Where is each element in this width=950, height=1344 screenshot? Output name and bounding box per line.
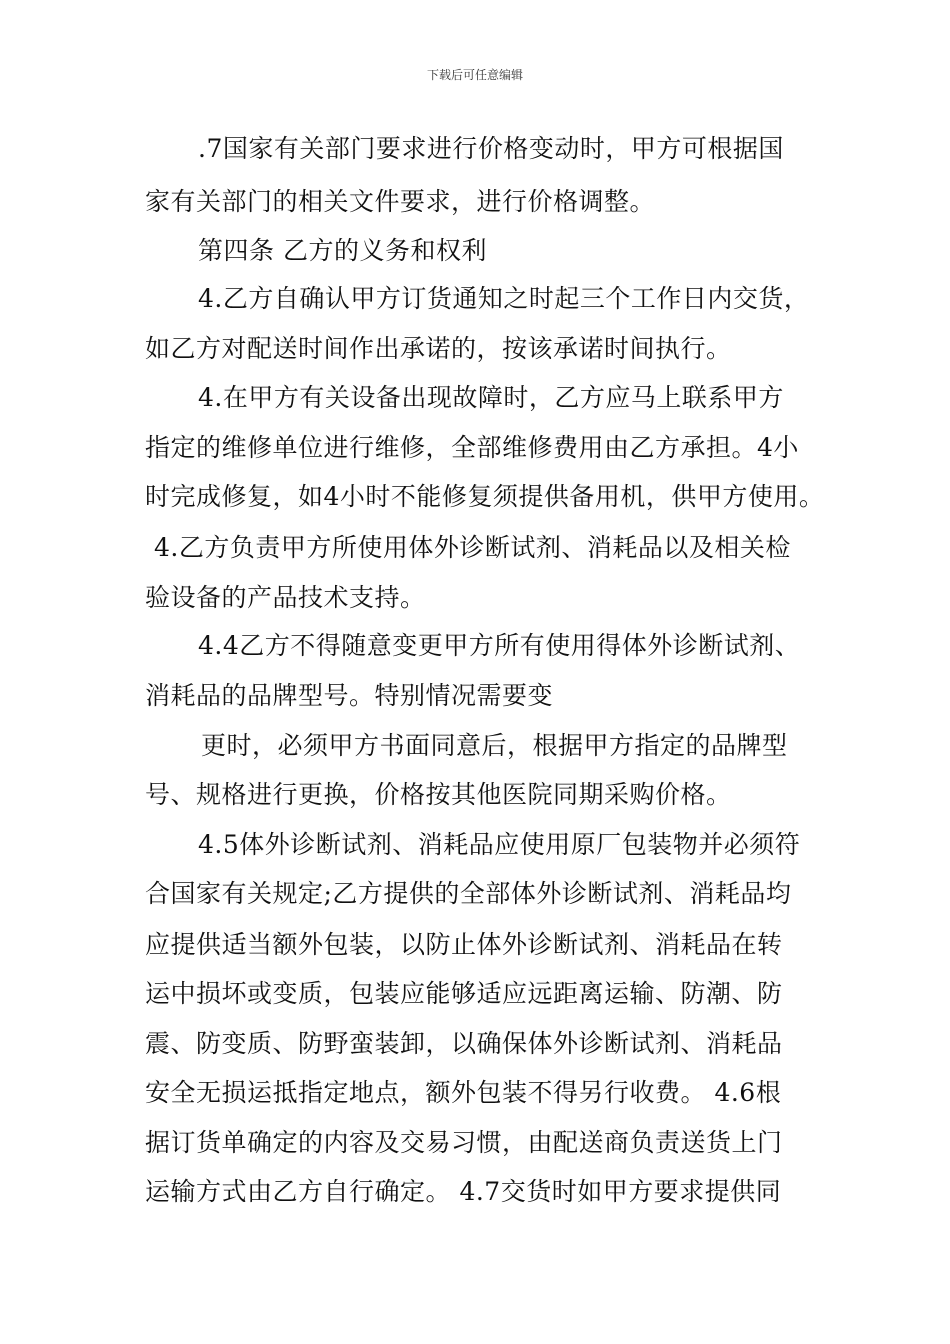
page-header: 下载后可任意编辑	[426, 68, 523, 82]
paragraph-line: 4.乙方自确认甲方订货通知之时起三个工作日内交货，	[198, 284, 810, 313]
section-heading: 第四条 乙方的义务和权利	[198, 236, 487, 265]
paragraph-line: 消耗品的品牌型号。特别情况需要变	[145, 681, 554, 710]
paragraph-line: 验设备的产品技术支持。	[145, 583, 426, 612]
paragraph-line: 4.5体外诊断试剂、消耗品应使用原厂包装物并必须符	[198, 830, 801, 859]
paragraph-line: 更时，必须甲方书面同意后，根据甲方指定的品牌型	[201, 731, 788, 760]
paragraph-line: .7国家有关部门要求进行价格变动时，甲方可根据国	[198, 134, 784, 163]
paragraph-line: 4.4乙方不得随意变更甲方所有使用得体外诊断试剂、	[198, 631, 801, 660]
paragraph-line: 据订货单确定的内容及交易习惯，由配送商负责送货上门	[145, 1128, 783, 1157]
paragraph-line: 号、规格进行更换，价格按其他医院同期采购价格。	[145, 780, 732, 809]
paragraph-line: 合国家有关规定;乙方提供的全部体外诊断试剂、消耗品均	[145, 879, 792, 908]
paragraph-line: 4.在甲方有关设备出现故障时，乙方应马上联系甲方	[198, 383, 784, 412]
paragraph-line: 运输方式由乙方自行确定。 4.7交货时如甲方要求提供同	[145, 1177, 782, 1206]
paragraph-line: 震、防变质、防野蛮装卸，以确保体外诊断试剂、消耗品	[145, 1029, 783, 1058]
paragraph-line: 家有关部门的相关文件要求，进行价格调整。	[145, 187, 656, 216]
paragraph-line: 如乙方对配送时间作出承诺的，按该承诺时间执行。	[145, 334, 732, 363]
paragraph-line: 应提供适当额外包装，以防止体外诊断试剂、消耗品在转	[145, 930, 783, 959]
paragraph-line: 安全无损运抵指定地点，额外包装不得另行收费。 4.6根	[145, 1078, 782, 1107]
paragraph-line: 指定的维修单位进行维修，全部维修费用由乙方承担。4小	[145, 433, 799, 462]
paragraph-line: 4.乙方负责甲方所使用体外诊断试剂、消耗品以及相关检	[154, 533, 791, 562]
paragraph-line: 运中损坏或变质，包装应能够适应远距离运输、防潮、防	[145, 979, 783, 1008]
paragraph-line: 时完成修复，如4小时不能修复须提供备用机，供甲方使用。	[145, 482, 825, 511]
